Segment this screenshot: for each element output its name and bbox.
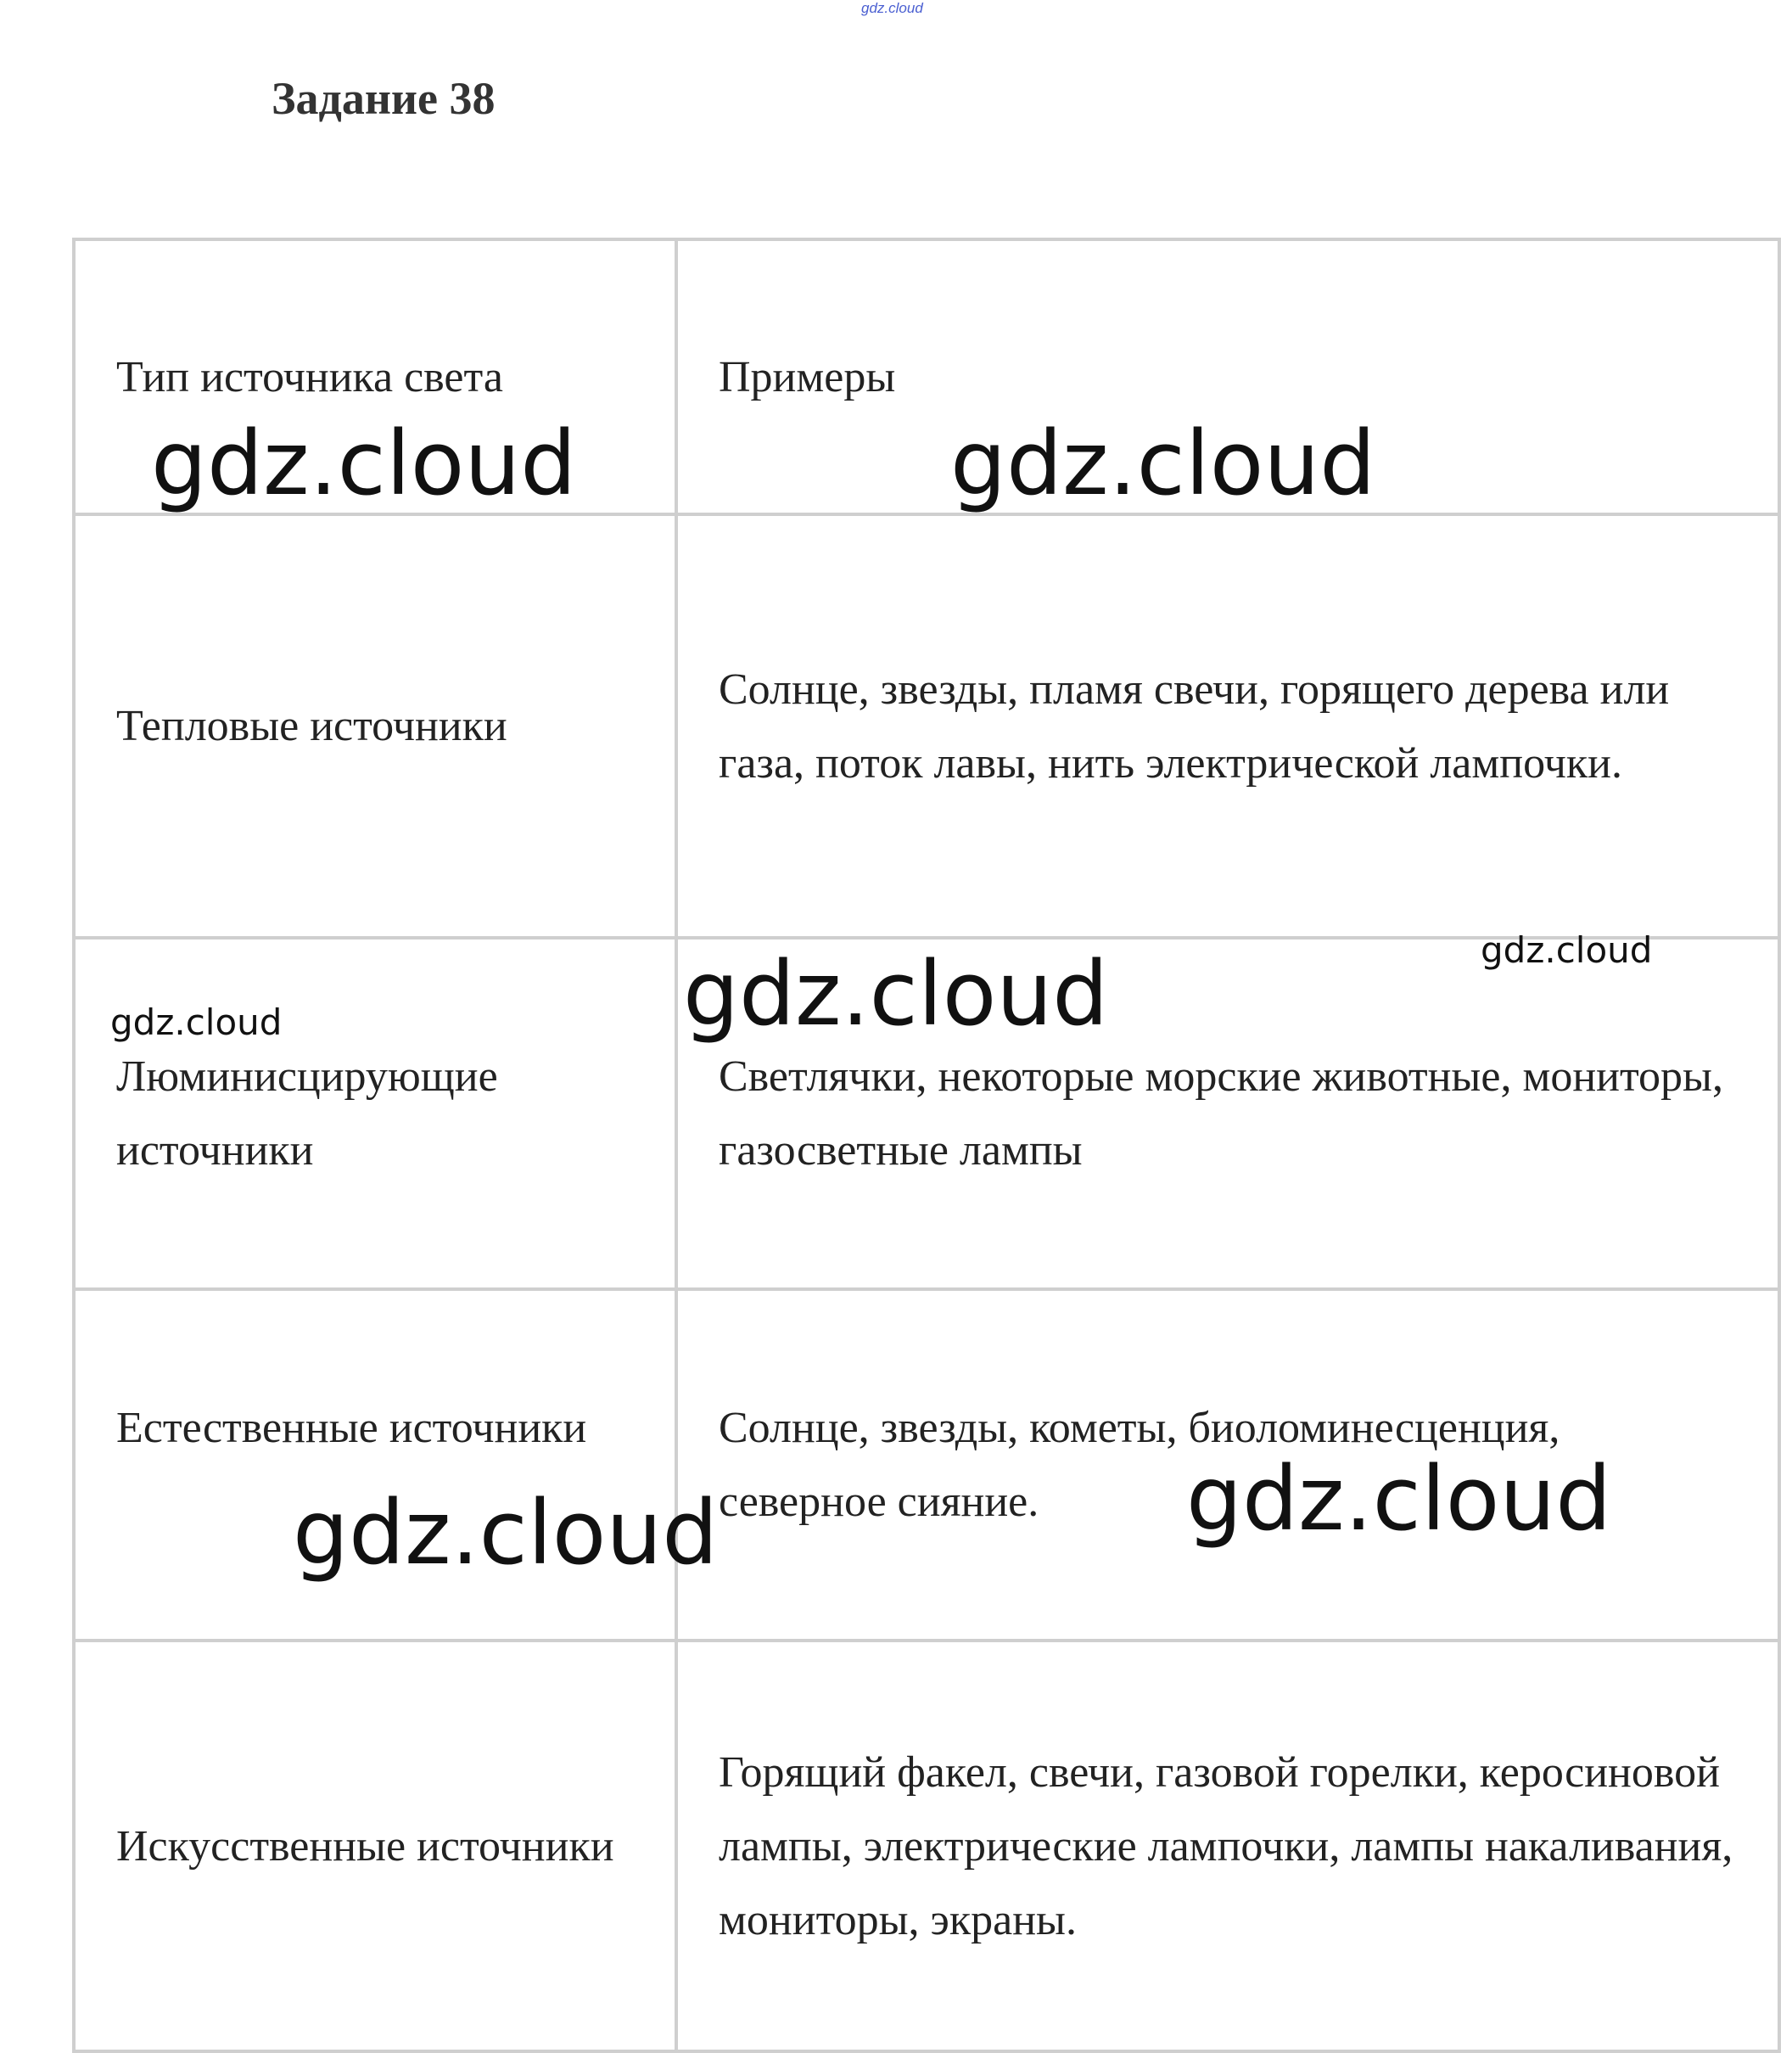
top-watermark-text: gdz.cloud [861,0,923,16]
examples-cell [676,938,1779,1289]
watermark: gdz.cloud [293,1481,719,1585]
table-header-row [74,239,1779,514]
watermark: gdz.cloud [151,412,577,515]
source-type-text: Искусственные источники [116,1821,614,1871]
source-type-text: Тепловые источники [116,702,507,750]
source-type-cell [74,1641,676,2051]
table-row [74,1641,1779,2051]
examples-text: Солнце, звезды, кометы, биоломинесценция, северное сияние. [719,1404,1560,1526]
source-type-cell [74,1289,676,1641]
examples-text: Светлячки, некоторые морские животные, мониторы, газосветные лампы [719,1052,1723,1175]
source-type-cell [74,938,676,1289]
watermark: gdz.cloud [110,1001,283,1043]
source-type-text: Естественные источники [116,1404,587,1452]
examples-cell [676,1289,1779,1641]
watermark: gdz.cloud [1481,929,1653,971]
watermark: gdz.cloud [1186,1447,1612,1551]
header-cell-type [74,239,676,514]
watermark: gdz.cloud [683,942,1109,1046]
examples-cell [676,1641,1779,2051]
table-row [74,938,1779,1289]
source-type-text: Люминисцирующие источники [116,1052,498,1175]
light-sources-table [72,238,1781,2053]
watermark: gdz.cloud [950,412,1376,515]
header-cell-examples [676,239,1779,514]
source-type-cell [74,514,676,938]
table-row [74,1289,1779,1641]
examples-text: Солнце, звезды, пламя свечи, горящего дерева или газа, поток лавы, нить электрической лампочки. [719,665,1670,788]
header-label: Тип источника света [116,352,503,401]
examples-cell [676,514,1779,938]
page-title: Задание 38 [272,73,496,124]
examples-text: Горящий факел, свечи, газовой горелки, керосиновой лампы, электрические лампочки, лампы накаливания, мониторы, экраны. [719,1747,1733,1944]
table-row [74,514,1779,938]
header-label: Примеры [719,352,896,401]
